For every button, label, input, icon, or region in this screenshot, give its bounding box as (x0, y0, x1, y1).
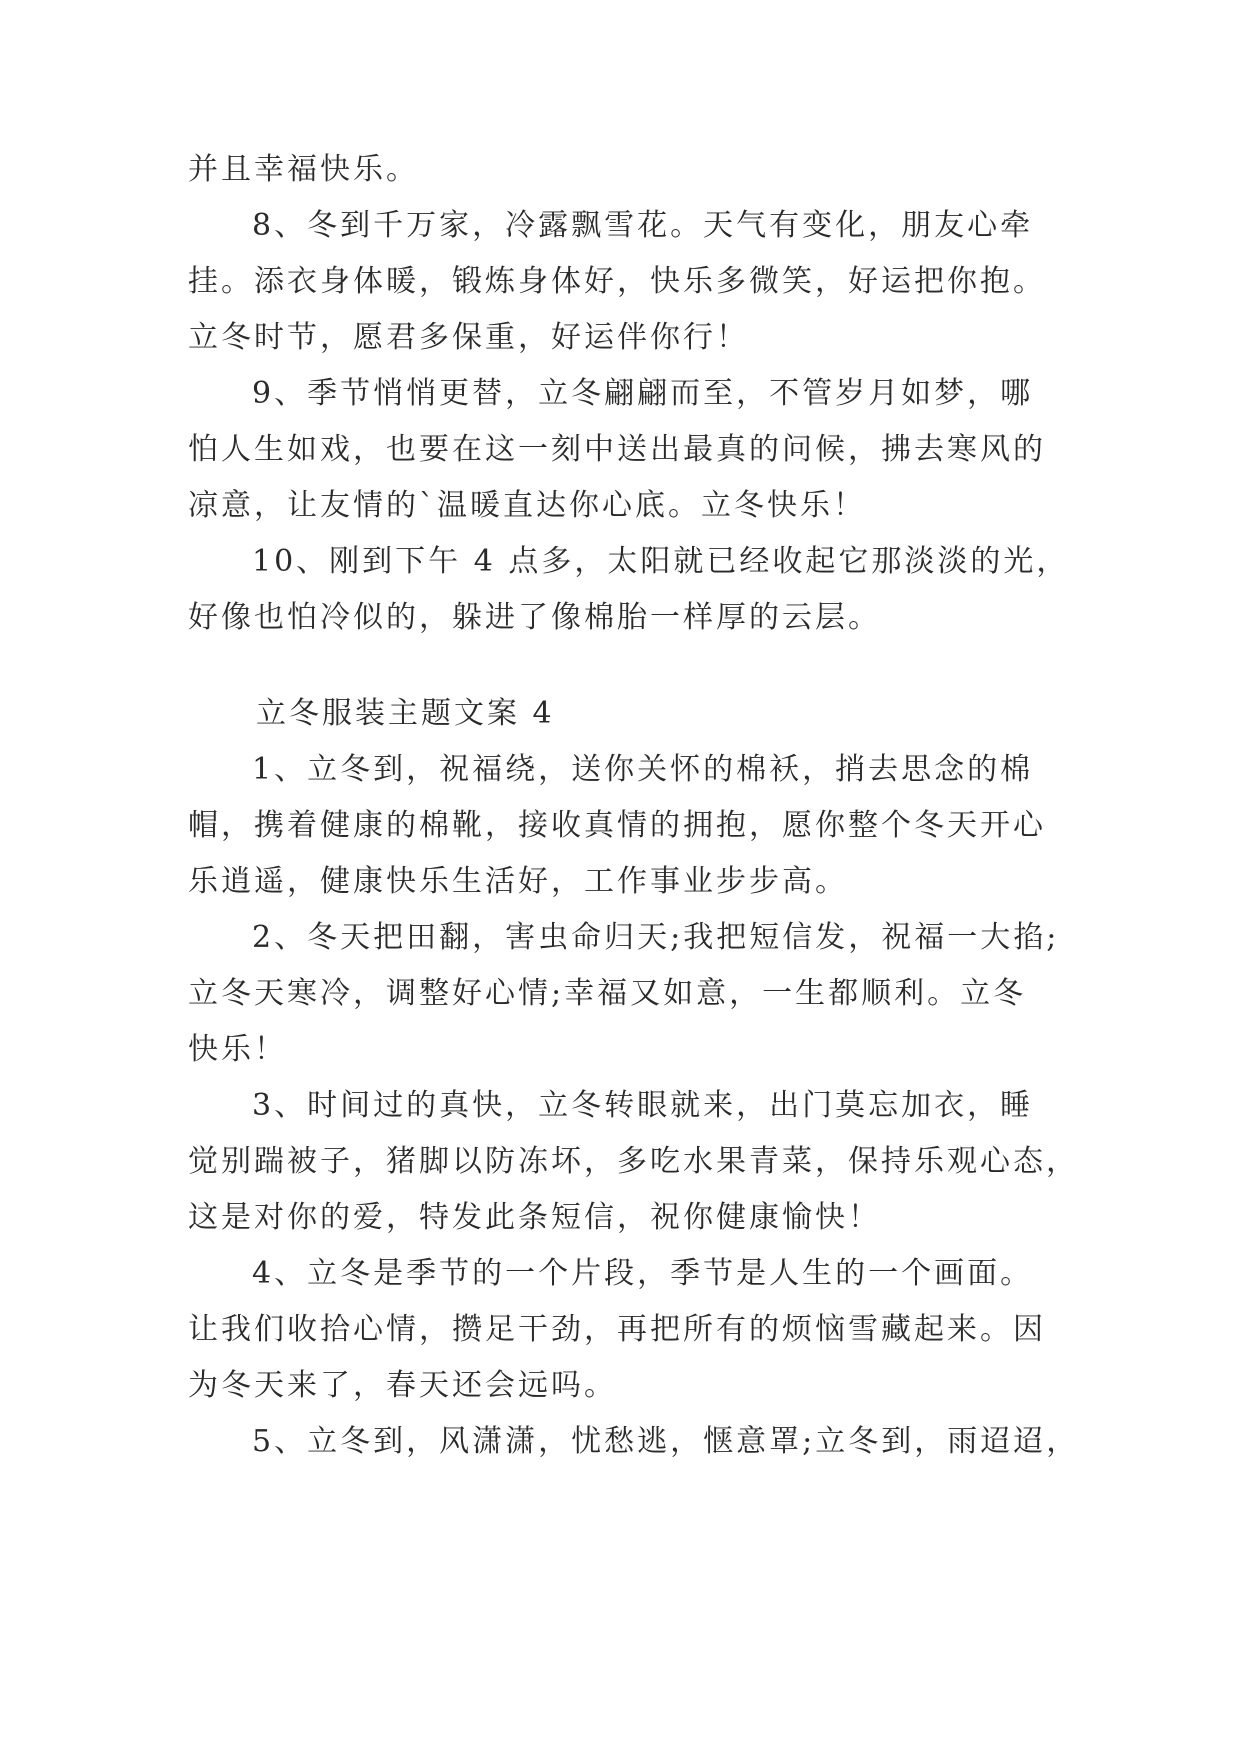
text-line: 立冬时节，愿君多保重，好运伴你行！ (188, 320, 749, 355)
text-line: 并且幸福快乐。 (188, 152, 419, 187)
text-line: 为冬天来了，春天还会远吗。 (188, 1368, 617, 1403)
text-line: 乐逍遥，健康快乐生活好，工作事业步步高。 (188, 864, 848, 899)
text-line: 立冬天寒冷，调整好心情;幸福又如意，一生都顺利。立冬 (188, 976, 1027, 1011)
text-line: 10、刚到下午 4 点多，太阳就已经收起它那淡淡的光， (252, 544, 1070, 579)
text-line: 3、时间过的真快，立冬转眼就来，出门莫忘加衣，睡 (252, 1088, 1034, 1123)
text-line: 觉别踹被子，猪脚以防冻坏，多吃水果青菜，保持乐观心态， (188, 1144, 1079, 1179)
text-line: 好像也怕冷似的，躲进了像棉胎一样厚的云层。 (188, 600, 881, 635)
text-line: 快乐！ (188, 1032, 287, 1067)
text-line: 凉意，让友情的`温暖直达你心底。立冬快乐！ (188, 488, 866, 523)
text-line: 8、冬到千万家，冷露飘雪花。天气有变化，朋友心牵 (252, 208, 1034, 243)
text-line: 9、季节悄悄更替，立冬翩翩而至，不管岁月如梦，哪 (252, 376, 1034, 411)
text-line: 4、立冬是季节的一个片段，季节是人生的一个画面。 (252, 1256, 1034, 1291)
section-heading: 立冬服装主题文案 4 (256, 696, 555, 731)
text-line: 这是对你的爱，特发此条短信，祝你健康愉快！ (188, 1200, 881, 1235)
text-line: 怕人生如戏，也要在这一刻中送出最真的问候，拂去寒风的 (188, 432, 1046, 467)
text-line: 让我们收拾心情，攒足干劲，再把所有的烦恼雪藏起来。因 (188, 1312, 1046, 1347)
text-line: 1、立冬到，祝福绕，送你关怀的棉袄，捎去思念的棉 (252, 752, 1034, 787)
text-line: 帽，携着健康的棉靴，接收真情的拥抱，愿你整个冬天开心 (188, 808, 1046, 843)
text-line: 2、冬天把田翻，害虫命归天;我把短信发，祝福一大掐; (252, 920, 1060, 955)
text-line: 挂。添衣身体暖，锻炼身体好，快乐多微笑，好运把你抱。 (188, 264, 1046, 299)
text-line: 5、立冬到，风潇潇，忧愁逃，惬意罩;立冬到，雨迢迢， (252, 1424, 1080, 1459)
